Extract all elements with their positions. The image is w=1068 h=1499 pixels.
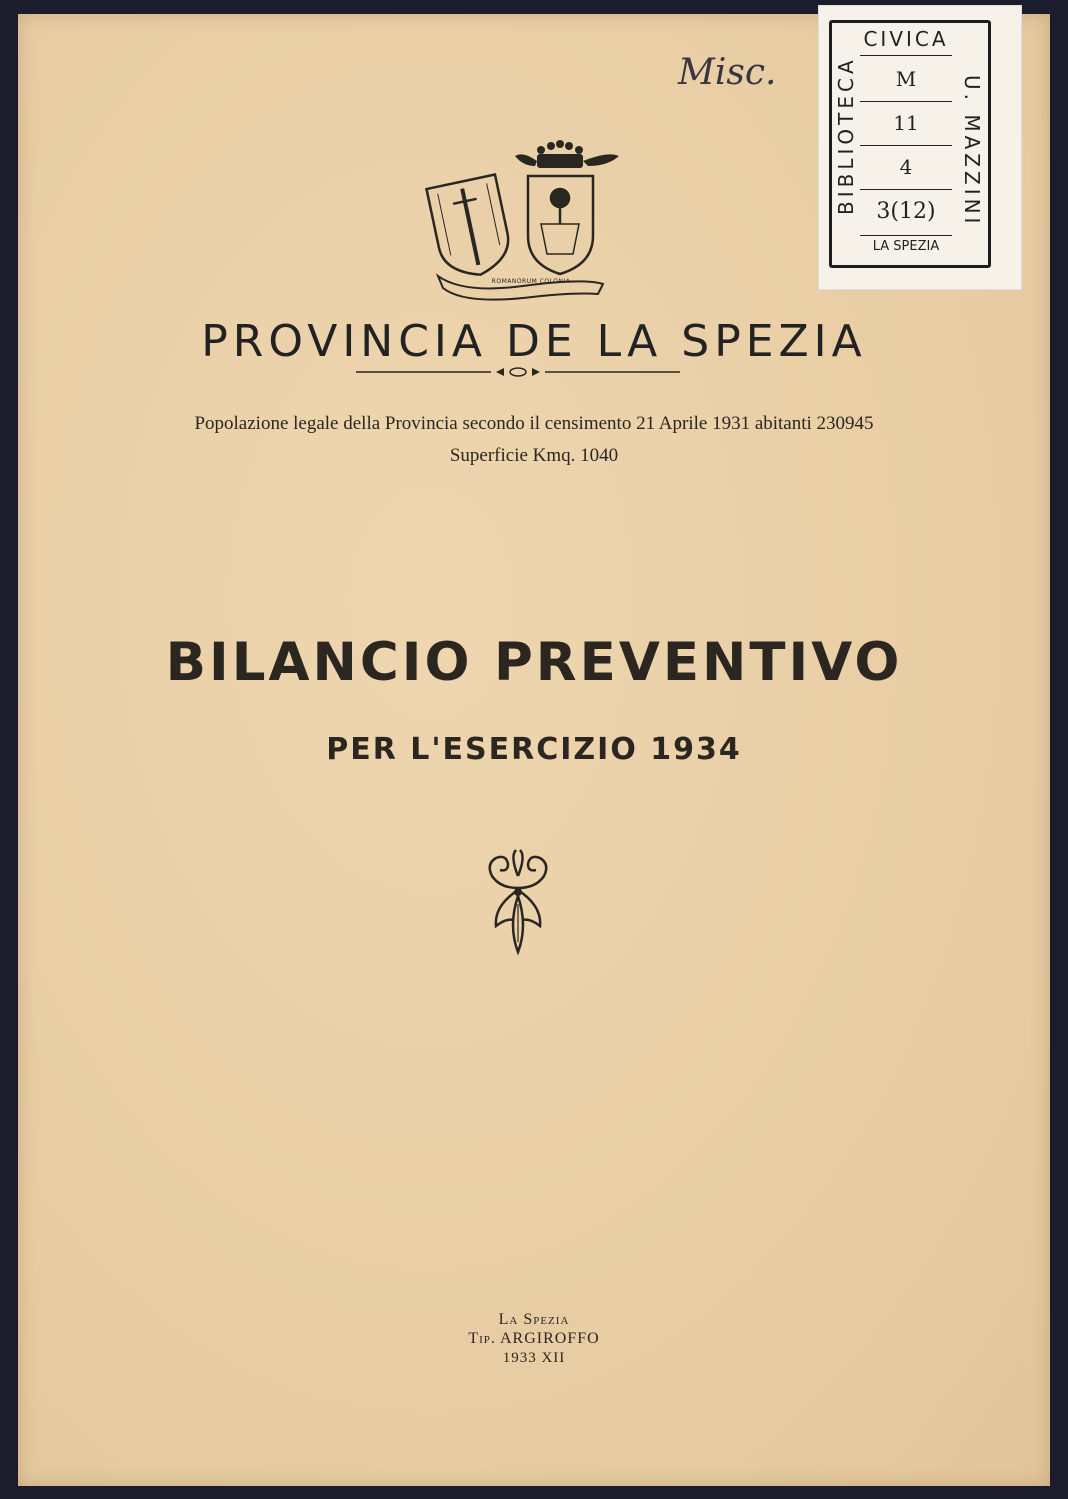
stamp-left-vertical: BIBLIOTECA	[834, 56, 858, 215]
stamp-divider	[860, 235, 952, 236]
stamp-top-label: CIVICA	[863, 27, 949, 51]
stamp-frame	[829, 20, 991, 268]
library-stamp	[818, 5, 1022, 290]
imprint-city: La Spezia	[498, 1311, 570, 1328]
ornamental-divider-icon	[356, 364, 680, 380]
floral-ornament-icon	[480, 846, 556, 956]
imprint-year: 1933 XII	[502, 1350, 566, 1366]
stamp-shelf-4: 3(12)	[876, 199, 936, 224]
crest-motto: ROMANORUM COLONIA	[491, 278, 571, 285]
stamp-divider	[860, 145, 952, 146]
handwritten-note: Misc.	[678, 52, 777, 93]
stamp-right-vertical: U. MAZZINI	[960, 75, 984, 228]
population-text: Popolazione legale della Provincia secondo il censimento 21 Aprile 1931 abitanti 230945	[194, 413, 874, 434]
document-title: BILANCIO PREVENTIVO	[165, 632, 903, 693]
page-title: PROVINCIA DE LA SPEZIA	[201, 316, 867, 367]
imprint-printer: Tip. ARGIROFFO	[468, 1330, 600, 1347]
stamp-divider	[860, 189, 952, 190]
document-subtitle: PER L'ESERCIZIO 1934	[326, 732, 742, 767]
stamp-shelf-1: M	[895, 67, 917, 91]
stamp-shelf-3: 4	[899, 155, 913, 179]
stamp-divider	[860, 55, 952, 56]
stamp-divider	[860, 101, 952, 102]
stamp-bottom-label: LA SPEZIA	[872, 239, 940, 254]
surface-text: Superficie Kmq. 1040	[449, 445, 619, 466]
stamp-shelf-2: 11	[893, 111, 919, 135]
